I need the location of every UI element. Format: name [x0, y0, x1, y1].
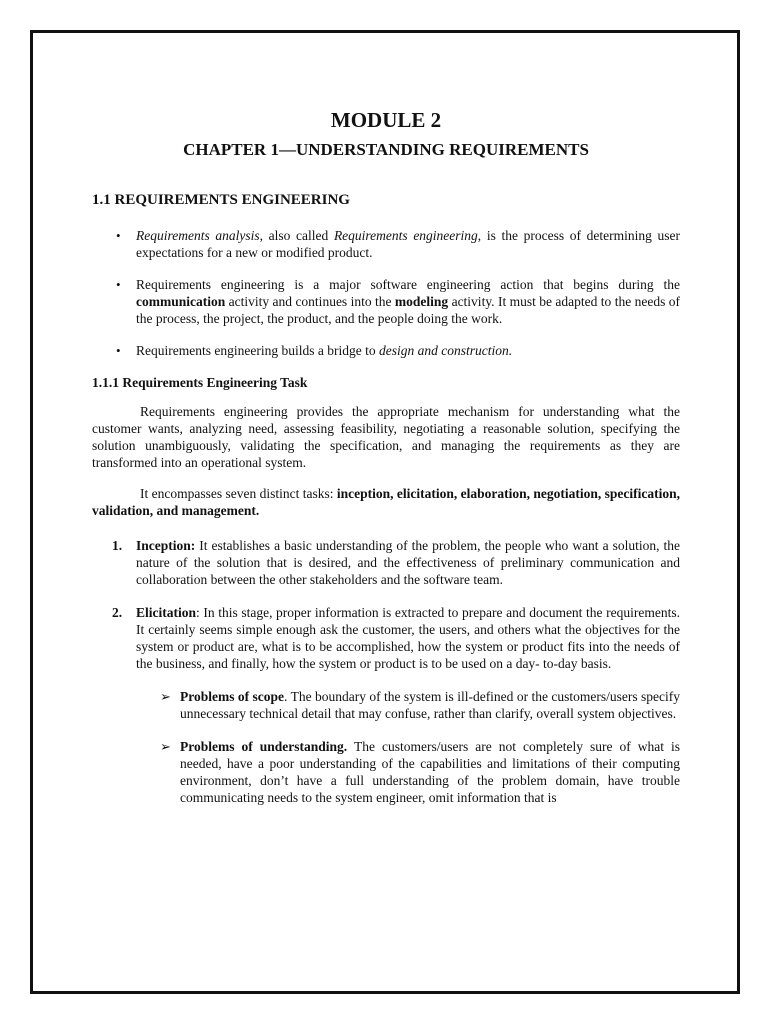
task-item: 1. Inception: It establishes a basic understanding of the problem, the people who want a solution, the nature of the solution that is desired, and the effectiveness of preliminary communication and collaboration between the other stakeholders and the software team. [112, 538, 680, 587]
bullet-item: • Requirements engineering builds a bridge to design and construction. [92, 342, 680, 359]
paragraph: Requirements engineering provides the appropriate mechanism for understanding what the customer wants, analyzing need, assessing feasibility, negotiating a reasonable solution, specifying the solution unambiguously, validating the specification, and managing the requirements as they are transformed into an operational system. [92, 404, 680, 470]
task-item: 2. Elicitation: In this stage, proper information is extracted to prepare and document the requirements. It certainly seems simple enough ask the customer, the users, and others what the objectives for the system or product are, what is to be accomplished, how the system or product fits into the needs of the business, and finally, how the system or product is to be used on a day- to-day basis. [112, 605, 680, 671]
paragraph-tasks-summary: It encompasses seven distinct tasks: inception, elicitation, elaboration, negotiation, specification, validation, and management. [92, 486, 680, 518]
document-body [92, 108, 681, 822]
task-number: 2. [112, 605, 123, 620]
section-heading: 1.1 REQUIREMENTS ENGINEERING [92, 192, 350, 208]
problem-item: ➢ Problems of scope. The boundary of the system is ill-defined or the customers/users specify unnecessary technical detail that may confuse, rather than clarify, overall system objectives. [160, 689, 680, 721]
bullet-item: • Requirements analysis, also called Requirements engineering, is the process of determining user expectations for a new or modified product. [92, 227, 680, 261]
task-list [92, 537, 680, 672]
problem-item: ➢ Problems of understanding. The customers/users are not completely sure of what is needed, have a poor understanding of the capabilities and limitations of their computing environment, don’t have a full understanding of the problem domain, have trouble communicating needs to the system engineer, omit information that is [160, 739, 680, 805]
module-title: MODULE 2 [330, 108, 442, 132]
task-number: 1. [112, 538, 123, 553]
bullet-list [92, 227, 680, 359]
problems-list [92, 688, 680, 806]
arrow-bullet-icon: ➢ [160, 739, 171, 754]
subsection-heading: 1.1.1 Requirements Engineering Task [92, 375, 308, 390]
arrow-bullet-icon: ➢ [160, 689, 171, 704]
chapter-title: CHAPTER 1—UNDERSTANDING REQUIREMENTS [183, 140, 589, 159]
bullet-item: • Requirements engineering is a major software engineering action that begins during the communication activity and continues into the modeling activity. It must be adapted to the needs of the process, the project, the product, and the people doing the work. [92, 276, 680, 327]
